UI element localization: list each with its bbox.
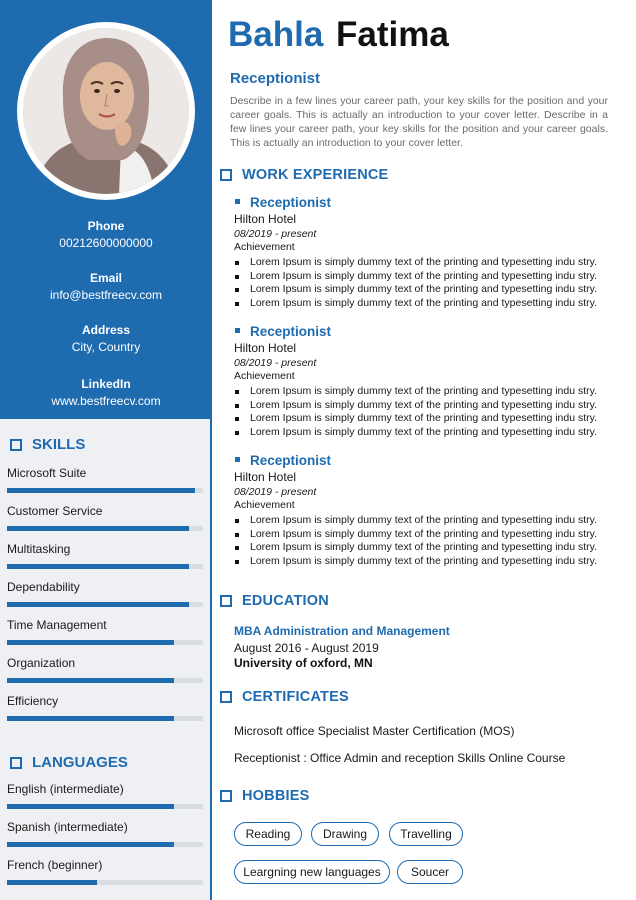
job-company: Hilton Hotel (234, 341, 297, 355)
skill-level-fill (7, 526, 189, 531)
work-heading-text: WORK EXPERIENCE (242, 167, 389, 183)
list-item: Lorem Ipsum is simply dummy text of the printing and typesetting indu stry. (234, 283, 614, 297)
education-degree: MBA Administration and Management (234, 624, 450, 638)
first-name: Bahla (228, 15, 324, 54)
job-company: Hilton Hotel (234, 212, 297, 226)
square-bullet-icon (235, 199, 240, 204)
skill-name: Spanish (intermediate) (7, 820, 128, 834)
certificates-heading-text: CERTIFICATES (242, 689, 349, 705)
checkbox-icon (220, 790, 232, 802)
skill-level-fill (7, 640, 174, 645)
checkbox-icon (220, 169, 232, 181)
list-item: Lorem Ipsum is simply dummy text of the printing and typesetting indu stry. (234, 555, 614, 569)
hobbies-heading-text: HOBBIES (242, 788, 310, 804)
skill-row (7, 782, 207, 797)
skill-name: Microsoft Suite (7, 466, 87, 480)
skill-row (7, 504, 207, 519)
certificates-heading (220, 689, 349, 705)
square-bullet-icon (235, 457, 240, 462)
certificate-item: Receptionist : Office Admin and reception Skills Online Course (234, 751, 566, 765)
skill-level-fill (7, 602, 189, 607)
achievement-label: Achievement (234, 370, 295, 382)
skill-name: French (beginner) (7, 858, 103, 872)
skill-name: Efficiency (7, 694, 59, 708)
achievement-label: Achievement (234, 241, 295, 253)
checkbox-icon (220, 595, 232, 607)
job-role-text: Receptionist (250, 324, 332, 339)
skill-name: Customer Service (7, 504, 103, 518)
education-school: University of oxford, MN (234, 656, 373, 670)
phone-value: 00212600000000 (59, 236, 153, 250)
skill-level-fill (7, 678, 174, 683)
hobby-tag: Soucer (397, 860, 463, 884)
job-role (234, 323, 614, 340)
list-item: Lorem Ipsum is simply dummy text of the printing and typesetting indu stry. (234, 412, 614, 426)
skill-level-bar (7, 488, 203, 493)
skill-level-bar (7, 716, 203, 721)
skill-level-bar (7, 526, 203, 531)
hobby-tag: Travelling (389, 822, 463, 846)
skill-level-fill (7, 716, 174, 721)
list-item: Lorem Ipsum is simply dummy text of the printing and typesetting indu stry. (234, 256, 614, 270)
hobbies-heading (220, 788, 309, 804)
contact-phone (0, 219, 212, 251)
job-dates: 08/2019 - present (234, 228, 317, 240)
skill-level-bar (7, 842, 203, 847)
skill-name: English (intermediate) (7, 782, 124, 796)
achievement-label: Achievement (234, 499, 295, 511)
skill-level-bar (7, 678, 203, 683)
list-item: Lorem Ipsum is simply dummy text of the printing and typesetting indu stry. (234, 385, 614, 399)
skill-row (7, 820, 207, 835)
job-role-text: Receptionist (250, 195, 332, 210)
job-dates: 08/2019 - present (234, 357, 317, 369)
linkedin-label: LinkedIn (81, 377, 131, 391)
skill-row (7, 580, 207, 595)
skill-row (7, 618, 207, 633)
skill-level-fill (7, 488, 195, 493)
work-heading (220, 167, 388, 183)
skill-level-fill (7, 564, 189, 569)
education-heading-text: EDUCATION (242, 593, 329, 609)
skill-name: Organization (7, 656, 76, 670)
last-name: Fatima (336, 15, 449, 54)
list-item: Lorem Ipsum is simply dummy text of the printing and typesetting indu stry. (234, 541, 614, 555)
skill-level-bar (7, 640, 203, 645)
languages-heading (10, 754, 128, 771)
contact-address (0, 323, 212, 355)
email-label: Email (89, 271, 122, 285)
job-entry (234, 194, 614, 310)
skill-row (7, 466, 207, 481)
list-item: Lorem Ipsum is simply dummy text of the printing and typesetting indu stry. (234, 297, 614, 311)
skill-name: Multitasking (7, 542, 71, 556)
skill-level-bar (7, 880, 203, 885)
skills-heading (10, 436, 85, 453)
skill-row (7, 656, 207, 671)
checkbox-icon (10, 439, 22, 451)
job-role-text: Receptionist (250, 453, 332, 468)
address-label: Address (81, 323, 131, 337)
achievement-list (234, 256, 614, 310)
skill-name: Dependability (7, 580, 80, 594)
skill-row (7, 694, 207, 709)
skill-row (7, 858, 207, 873)
skill-level-fill (7, 880, 97, 885)
profile-summary: Describe in a few lines your career path, your key skills for the position and your career goals. This is actually an introduction to your cover letter. Describe in a few lines your career path, your key skills for the position and your career goals. This is actually an introduction to your cover letter. (230, 95, 608, 149)
skill-name: Time Management (7, 618, 107, 632)
email-value[interactable]: info@bestfreecv.com (49, 288, 162, 302)
languages-heading-text: LANGUAGES (32, 754, 128, 771)
achievement-list (234, 385, 614, 439)
list-item: Lorem Ipsum is simply dummy text of the printing and typesetting indu stry. (234, 426, 614, 440)
linkedin-value[interactable]: www.bestfreecv.com (51, 394, 161, 408)
list-item: Lorem Ipsum is simply dummy text of the printing and typesetting indu stry. (234, 270, 614, 284)
hobby-tag: Drawing (311, 822, 379, 846)
checkbox-icon (220, 691, 232, 703)
achievement-list (234, 514, 614, 568)
checkbox-icon (10, 757, 22, 769)
hobby-tag: Leargning new languages (234, 860, 390, 884)
certificate-item: Microsoft office Specialist Master Certification (MOS) (234, 724, 515, 738)
list-item: Lorem Ipsum is simply dummy text of the printing and typesetting indu stry. (234, 514, 614, 528)
job-title: Receptionist (230, 70, 321, 87)
contact-email (0, 271, 212, 303)
skill-level-bar (7, 564, 203, 569)
skill-level-fill (7, 804, 174, 809)
education-dates: August 2016 - August 2019 (234, 641, 379, 655)
list-item: Lorem Ipsum is simply dummy text of the printing and typesetting indu stry. (234, 399, 614, 413)
education-heading (220, 593, 329, 609)
square-bullet-icon (235, 328, 240, 333)
sidebar-divider (210, 0, 212, 900)
skill-level-bar (7, 602, 203, 607)
job-dates: 08/2019 - present (234, 486, 317, 498)
list-item: Lorem Ipsum is simply dummy text of the printing and typesetting indu stry. (234, 528, 614, 542)
skill-row (7, 542, 207, 557)
skills-heading-text: SKILLS (32, 436, 86, 453)
address-value: City, Country (71, 340, 141, 354)
profile-photo (23, 28, 189, 194)
skill-level-fill (7, 842, 174, 847)
job-role (234, 194, 614, 211)
skill-level-bar (7, 804, 203, 809)
hobby-tag: Reading (234, 822, 302, 846)
job-entry (234, 323, 614, 439)
phone-label: Phone (87, 219, 125, 233)
contact-linkedin (0, 377, 212, 409)
job-company: Hilton Hotel (234, 470, 297, 484)
job-role (234, 452, 614, 469)
job-entry (234, 452, 614, 568)
